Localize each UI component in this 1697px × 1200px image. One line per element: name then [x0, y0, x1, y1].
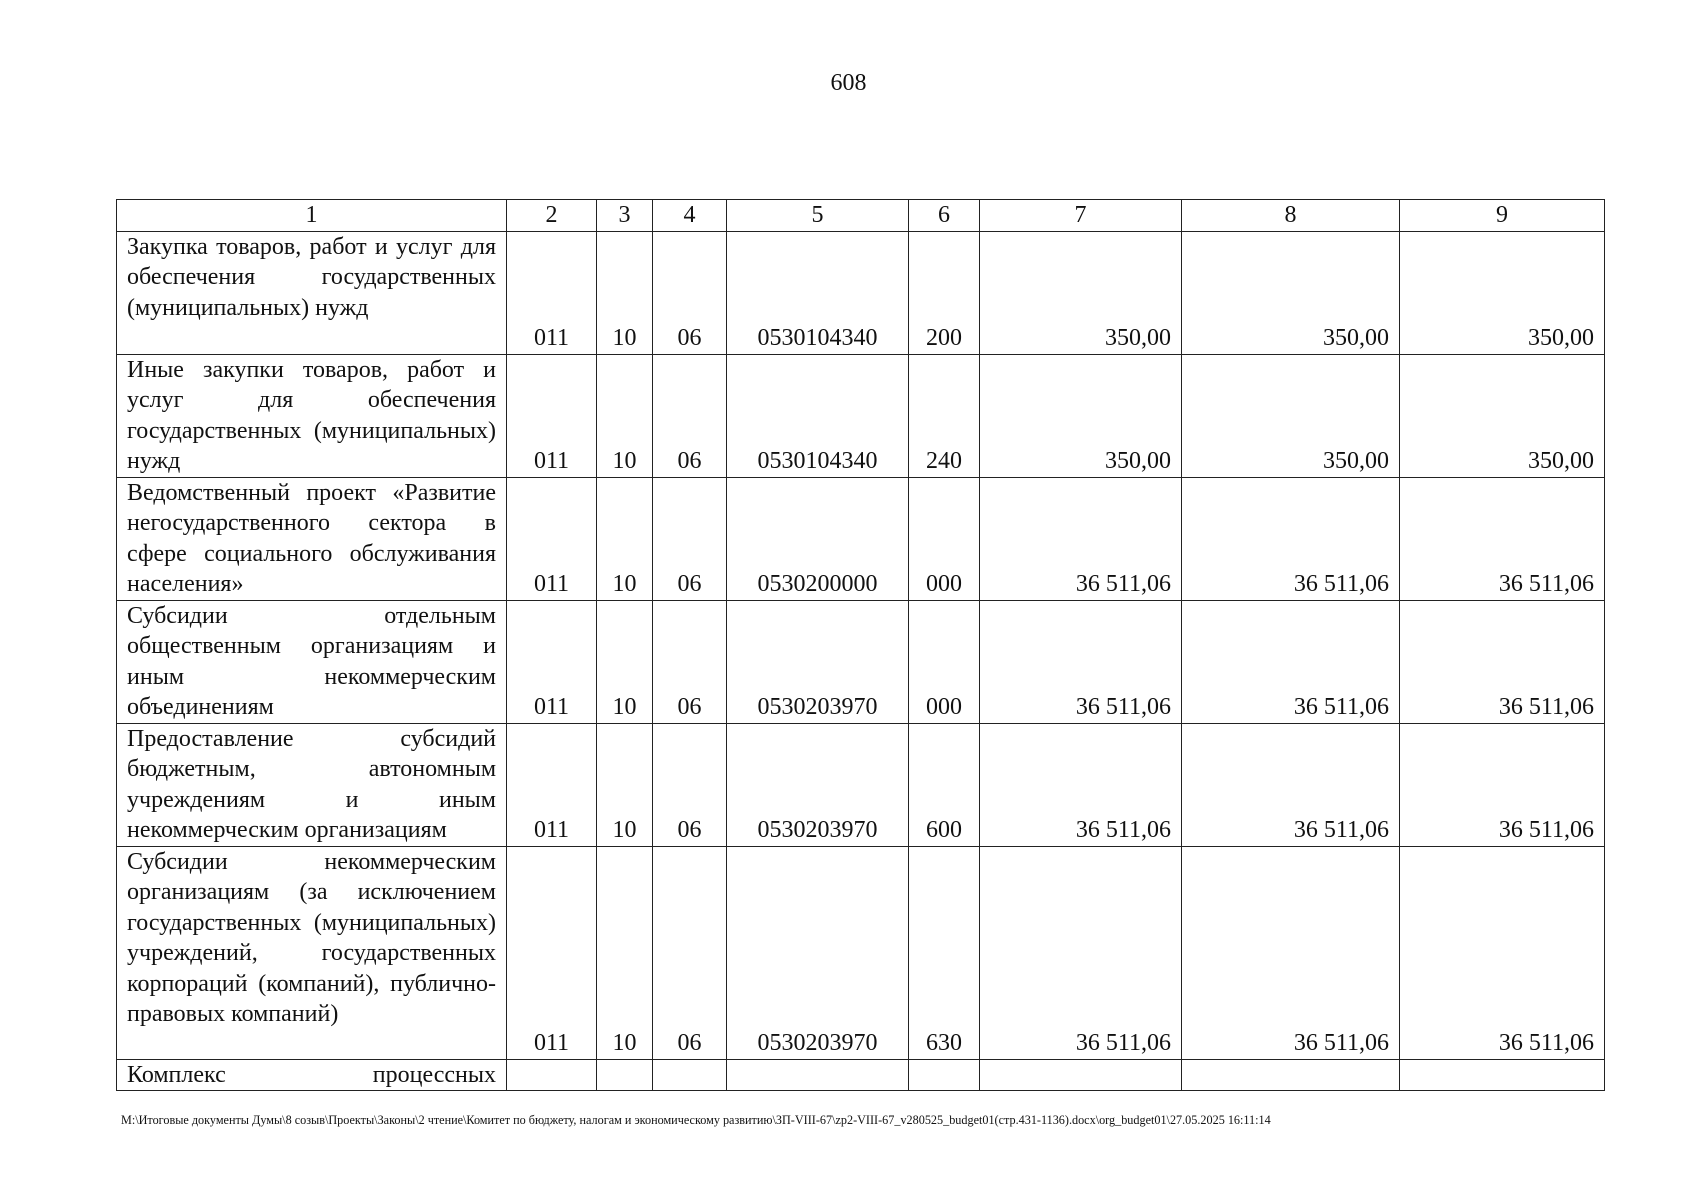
cell-expense-type: 000: [909, 600, 980, 723]
cell-section: 10: [597, 846, 653, 1059]
column-header: 1: [117, 200, 507, 232]
cell-amount-8: [1182, 1059, 1400, 1091]
cell-subsection: 06: [653, 723, 727, 846]
row-name: Ведомственный проект «Развитие негосударственного сектора в сфере социального обслуживания населения»: [117, 477, 507, 600]
table-row: [117, 600, 1605, 723]
cell-target-article: [727, 1059, 909, 1091]
column-header: 7: [980, 200, 1182, 232]
cell-amount-8: 350,00: [1182, 354, 1400, 477]
cell-expense-type: 000: [909, 477, 980, 600]
cell-section: [597, 1059, 653, 1091]
cell-subsection: 06: [653, 231, 727, 354]
cell-target-article: 0530203970: [727, 846, 909, 1059]
cell-ministry: [507, 1059, 597, 1091]
cell-target-article: 0530203970: [727, 723, 909, 846]
cell-section: 10: [597, 231, 653, 354]
cell-amount-8: 36 511,06: [1182, 723, 1400, 846]
column-header: 2: [507, 200, 597, 232]
cell-ministry: 011: [507, 231, 597, 354]
cell-subsection: 06: [653, 600, 727, 723]
cell-target-article: 0530203970: [727, 600, 909, 723]
cell-section: 10: [597, 477, 653, 600]
cell-ministry: 011: [507, 477, 597, 600]
table-row: [117, 846, 1605, 1059]
cell-target-article: 0530104340: [727, 231, 909, 354]
column-header: 6: [909, 200, 980, 232]
cell-ministry: 011: [507, 846, 597, 1059]
column-header: 4: [653, 200, 727, 232]
page-number: 608: [830, 70, 867, 96]
cell-amount-9: 350,00: [1400, 354, 1605, 477]
cell-subsection: [653, 1059, 727, 1091]
cell-amount-7: [980, 1059, 1182, 1091]
cell-amount-7: 36 511,06: [980, 723, 1182, 846]
cell-expense-type: 200: [909, 231, 980, 354]
row-name: Закупка товаров, работ и услуг для обеспечения государственных (муниципальных) нужд: [117, 231, 507, 354]
cell-subsection: 06: [653, 846, 727, 1059]
table-row: [117, 723, 1605, 846]
cell-expense-type: 630: [909, 846, 980, 1059]
cell-amount-9: [1400, 1059, 1605, 1091]
cell-amount-7: 350,00: [980, 354, 1182, 477]
cell-amount-7: 350,00: [980, 231, 1182, 354]
cell-amount-9: 36 511,06: [1400, 723, 1605, 846]
row-name: Субсидии некоммерческим организациям (за исключением государственных (муниципальных) учреждений, государственных корпораций (компаний), публично-правовых компаний): [117, 846, 507, 1059]
cell-amount-9: 36 511,06: [1400, 600, 1605, 723]
cell-section: 10: [597, 600, 653, 723]
footer-file-path: М:\Итоговые документы Думы\8 созыв\Проекты\Законы\2 чтение\Комитет по бюджету, налогам и экономическому развитию\ЗП-VIII-67\zp2-VIII-67_v280525_budget01(стр.431-1136).docx\org_budget01\27.05.2025 16:11:14: [121, 1113, 1271, 1127]
column-header: 9: [1400, 200, 1605, 232]
cell-amount-9: 350,00: [1400, 231, 1605, 354]
table-header-row: [117, 200, 1605, 232]
cell-expense-type: [909, 1059, 980, 1091]
cell-ministry: 011: [507, 723, 597, 846]
cell-amount-7: 36 511,06: [980, 477, 1182, 600]
cell-amount-8: 36 511,06: [1182, 477, 1400, 600]
cell-section: 10: [597, 723, 653, 846]
cell-expense-type: 600: [909, 723, 980, 846]
column-header: 3: [597, 200, 653, 232]
column-header: 5: [727, 200, 909, 232]
row-name: Предоставление субсидий бюджетным, автономным учреждениям и иным некоммерческим организациям: [117, 723, 507, 846]
column-header: 8: [1182, 200, 1400, 232]
table-row: [117, 477, 1605, 600]
table-row: [117, 1059, 1605, 1091]
row-name: Комплекс процессных: [117, 1059, 507, 1091]
cell-subsection: 06: [653, 354, 727, 477]
cell-section: 10: [597, 354, 653, 477]
row-name: Субсидии отдельным общественным организациям и иным некоммерческим объединениям: [117, 600, 507, 723]
cell-target-article: 0530200000: [727, 477, 909, 600]
cell-expense-type: 240: [909, 354, 980, 477]
cell-target-article: 0530104340: [727, 354, 909, 477]
budget-table: [116, 199, 1605, 1091]
cell-subsection: 06: [653, 477, 727, 600]
table-row: [117, 231, 1605, 354]
cell-amount-8: 36 511,06: [1182, 846, 1400, 1059]
cell-amount-9: 36 511,06: [1400, 846, 1605, 1059]
cell-ministry: 011: [507, 600, 597, 723]
cell-amount-8: 36 511,06: [1182, 600, 1400, 723]
cell-amount-7: 36 511,06: [980, 600, 1182, 723]
cell-ministry: 011: [507, 354, 597, 477]
cell-amount-9: 36 511,06: [1400, 477, 1605, 600]
cell-amount-7: 36 511,06: [980, 846, 1182, 1059]
row-name: Иные закупки товаров, работ и услуг для обеспечения государственных (муниципальных) нужд: [117, 354, 507, 477]
cell-amount-8: 350,00: [1182, 231, 1400, 354]
table-row: [117, 354, 1605, 477]
